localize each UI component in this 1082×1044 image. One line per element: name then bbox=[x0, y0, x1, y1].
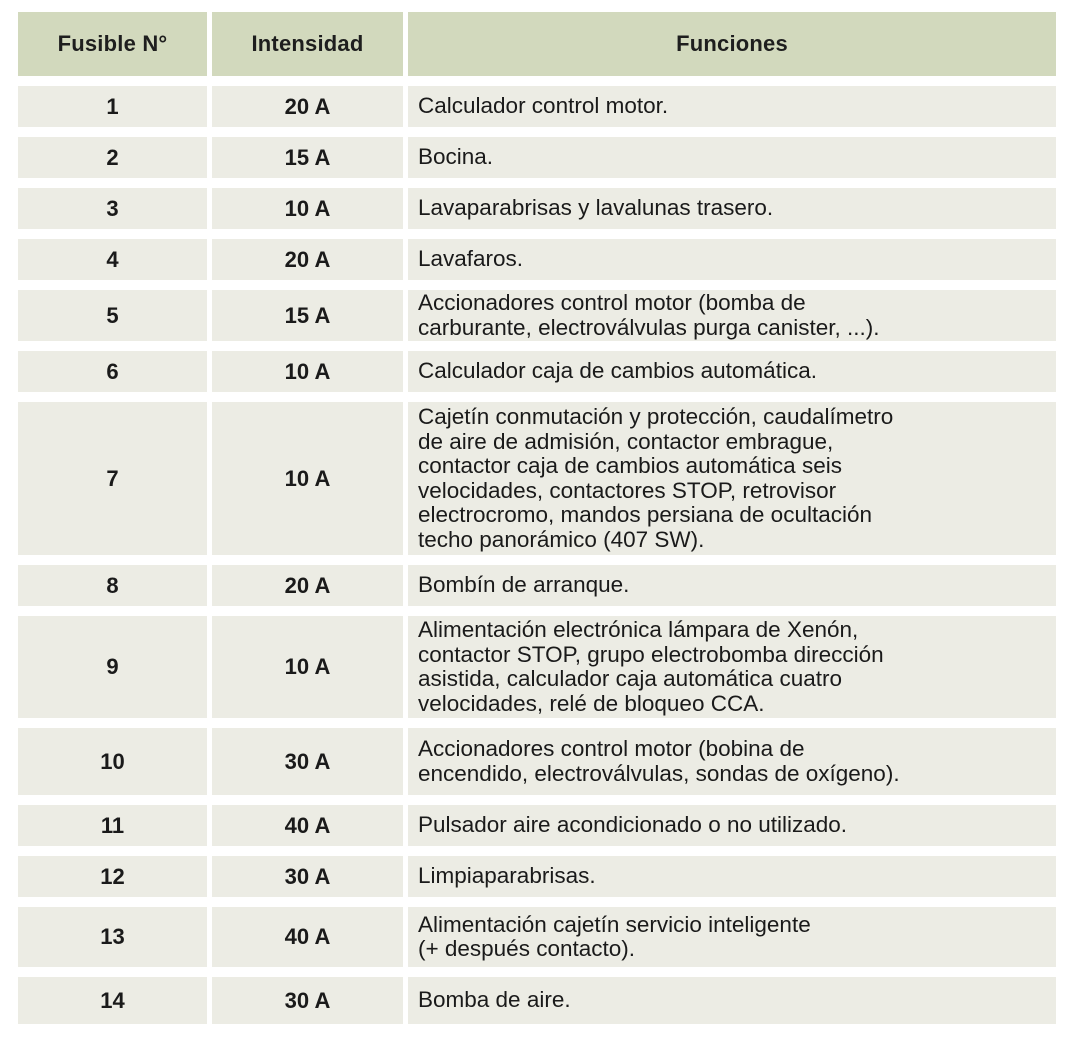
fuse-number-cell: 8 bbox=[18, 565, 207, 606]
function-cell: Accionadores control motor (bomba de carburante, electroválvulas purga canister, ...). bbox=[408, 290, 1056, 341]
function-cell: Alimentación cajetín servicio inteligente (+ después contacto). bbox=[408, 907, 1056, 967]
fuse-number-cell: 10 bbox=[18, 728, 207, 795]
current-cell: 40 A bbox=[212, 805, 403, 846]
current-cell: 15 A bbox=[212, 290, 403, 341]
current-cell: 15 A bbox=[212, 137, 403, 178]
current-cell: 30 A bbox=[212, 856, 403, 897]
fuse-number-cell: 5 bbox=[18, 290, 207, 341]
fuse-number-cell: 12 bbox=[18, 856, 207, 897]
current-cell: 10 A bbox=[212, 188, 403, 229]
function-cell: Accionadores control motor (bobina de encendido, electroválvulas, sondas de oxígeno). bbox=[408, 728, 1056, 795]
header-fuse-number: Fusible N° bbox=[18, 12, 207, 76]
fuse-number-cell: 7 bbox=[18, 402, 207, 555]
function-cell: Bomba de aire. bbox=[408, 977, 1056, 1024]
function-cell: Bocina. bbox=[408, 137, 1056, 178]
function-cell: Bombín de arranque. bbox=[408, 565, 1056, 606]
current-cell: 20 A bbox=[212, 239, 403, 280]
current-cell: 30 A bbox=[212, 728, 403, 795]
fuse-number-cell: 6 bbox=[18, 351, 207, 392]
fuse-number-cell: 2 bbox=[18, 137, 207, 178]
fuse-table bbox=[18, 12, 1056, 1024]
fuse-number-cell: 4 bbox=[18, 239, 207, 280]
function-cell: Lavaparabrisas y lavalunas trasero. bbox=[408, 188, 1056, 229]
header-current: Intensidad bbox=[212, 12, 403, 76]
function-cell: Lavafaros. bbox=[408, 239, 1056, 280]
current-cell: 10 A bbox=[212, 351, 403, 392]
function-cell: Limpiaparabrisas. bbox=[408, 856, 1056, 897]
fuse-number-cell: 13 bbox=[18, 907, 207, 967]
fuse-number-cell: 1 bbox=[18, 86, 207, 127]
header-functions: Funciones bbox=[408, 12, 1056, 76]
fuse-number-cell: 3 bbox=[18, 188, 207, 229]
current-cell: 10 A bbox=[212, 616, 403, 718]
function-cell: Alimentación electrónica lámpara de Xenón, contactor STOP, grupo electrobomba dirección asistida, calculador caja automática cuatro velocidades, relé de bloqueo CCA. bbox=[408, 616, 1056, 718]
fuse-number-cell: 9 bbox=[18, 616, 207, 718]
function-cell: Calculador caja de cambios automática. bbox=[408, 351, 1056, 392]
fuse-number-cell: 14 bbox=[18, 977, 207, 1024]
fuse-number-cell: 11 bbox=[18, 805, 207, 846]
function-cell: Pulsador aire acondicionado o no utilizado. bbox=[408, 805, 1056, 846]
current-cell: 30 A bbox=[212, 977, 403, 1024]
current-cell: 40 A bbox=[212, 907, 403, 967]
current-cell: 20 A bbox=[212, 565, 403, 606]
function-cell: Calculador control motor. bbox=[408, 86, 1056, 127]
function-cell: Cajetín conmutación y protección, caudalímetro de aire de admisión, contactor embrague, contactor caja de cambios automática seis velocidades, contactores STOP, retrovisor electrocromo, mandos persiana de ocultación techo panorámico (407 SW). bbox=[408, 402, 1056, 555]
current-cell: 10 A bbox=[212, 402, 403, 555]
current-cell: 20 A bbox=[212, 86, 403, 127]
